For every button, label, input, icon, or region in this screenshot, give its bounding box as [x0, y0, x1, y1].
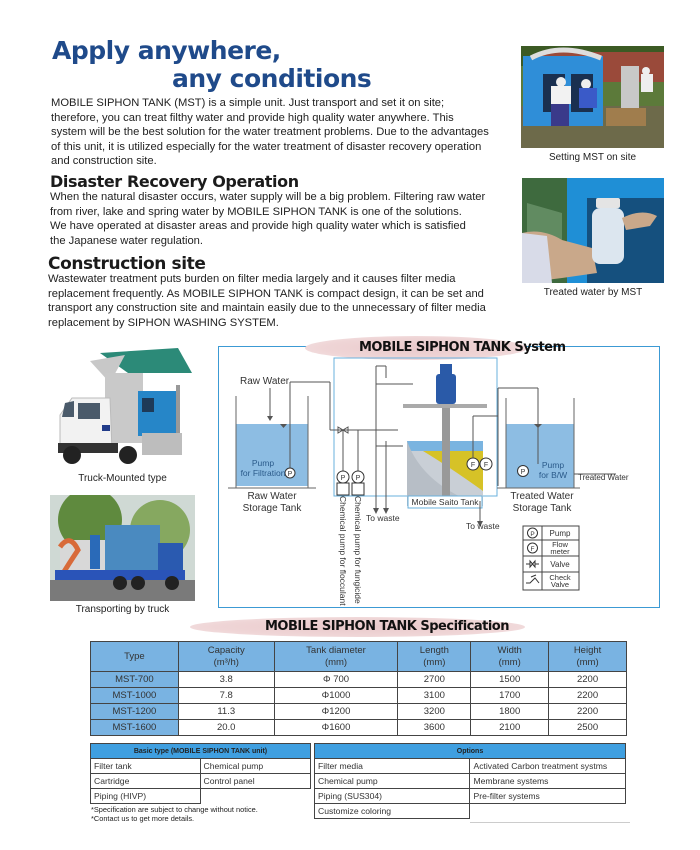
pump-symbol: P [287, 471, 293, 478]
col-header-width: Width (mm) [471, 642, 549, 672]
empty-cell [200, 789, 311, 804]
page-title-line2: any conditions [172, 64, 372, 93]
section-heading-disaster: Disaster Recovery Operation [50, 172, 299, 191]
photo-truck-mounted [50, 343, 195, 469]
pump-bw-label: for B/W [538, 470, 568, 480]
saito-tank-label: Mobile Saito Tank [411, 497, 479, 507]
page-title-line1: Apply anywhere, [52, 36, 281, 65]
flow-meter-symbol: F [483, 462, 489, 469]
intro-paragraph: MOBILE SIPHON TANK (MST) is a simple unit. Just transport and set it on site; therefore, you can treat filthy water and provide high quality water anywhere. This system will be the best solution for the water treatment problems. Due to the advantages of this unit, it is utilized especially for the water treatment of disaster recovery operation and construction site. [51, 97, 489, 168]
diagram-title: MOBILE SIPHON TANK System [359, 340, 566, 355]
pump-filtration-label: for Filtration [240, 468, 286, 478]
caption-transporting: Transporting by truck [75, 604, 170, 615]
chemical-tank-icon [337, 483, 349, 495]
raw-water-label: Raw Water [240, 376, 290, 387]
cell-height: 2500 [549, 720, 627, 736]
cell-type: MST-1600 [91, 720, 179, 736]
agitator-shaft [442, 408, 450, 498]
options-title: Options [315, 744, 626, 759]
option-item: Membrane systems [470, 774, 626, 789]
treated-tank-label: Storage Tank [512, 503, 572, 514]
flow-meter-symbol: F [470, 462, 476, 469]
text-line: replacement by SIPHON WASHING SYSTEM. [48, 316, 279, 329]
section-heading-construction: Construction site [48, 254, 206, 274]
cell-length: 3200 [398, 704, 471, 720]
cell-length: 2700 [398, 672, 471, 688]
text-line: Wastewater treatment puts burden on filter media largely and it causes filter media [48, 273, 456, 285]
pump-bw-label: Pump [541, 460, 565, 470]
pump-symbol: P [340, 475, 346, 482]
section-body-disaster [50, 190, 500, 248]
pump-symbol: P [355, 475, 361, 482]
text-line: replacement frequently. As MOBILE SIPHON TANK is compact design, it can be set and [48, 287, 484, 300]
cell-capacity: 11.3 [178, 704, 274, 720]
cell-diameter: Φ 700 [274, 672, 398, 688]
footnote: *Contact us to get more details. [91, 814, 195, 823]
col-header-diameter: Tank diameter (mm) [274, 642, 398, 672]
photo-treated-water [522, 178, 664, 283]
section-body-construction [48, 272, 508, 330]
chemical-tank-icon [352, 483, 364, 495]
basic-item: Piping (HIVP) [91, 789, 201, 804]
legend-label: Valve [550, 560, 570, 569]
treated-water-label: Treated Water [578, 473, 629, 482]
cell-height: 2200 [549, 688, 627, 704]
col-header-capacity: Capacity (m³/h) [178, 642, 274, 672]
to-waste-label: To waste [466, 521, 500, 531]
table-row [91, 759, 311, 774]
cell-type: MST-1000 [91, 688, 179, 704]
caption-treated: Treated water by MST [543, 287, 643, 298]
text-line: the Japanese water regulation. [50, 234, 203, 247]
to-waste-label: To waste [366, 513, 400, 523]
option-item: Activated Carbon treatment systms [470, 759, 626, 774]
cell-height: 2200 [549, 704, 627, 720]
caption-setting: Setting MST on site [548, 152, 637, 163]
table-row [91, 774, 311, 789]
raw-tank-label: Storage Tank [242, 503, 302, 514]
photo-setting-mst [521, 46, 664, 148]
table-row [91, 672, 627, 688]
table-row [91, 704, 627, 720]
photo-transporting [50, 495, 195, 601]
cell-width: 1800 [471, 704, 549, 720]
cell-capacity: 7.8 [178, 688, 274, 704]
spec-table [90, 641, 627, 736]
basic-type-title: Basic type (MOBILE SIPHON TANK unit) [91, 744, 311, 759]
text-line: We have operated at disaster areas and provide high quality water which is satisfied [50, 220, 466, 233]
caption-truck-mounted: Truck-Mounted type [78, 473, 167, 484]
cell-diameter: Φ1600 [274, 720, 398, 736]
text-line: from river, lake and spring water by MOBILE SIPHON TANK is one of the solutions. [50, 205, 462, 218]
pump-symbol: P [520, 469, 526, 476]
legend-label: meter [550, 547, 570, 556]
col-header-length: Length (mm) [398, 642, 471, 672]
table-row [91, 688, 627, 704]
basic-item: Control panel [200, 774, 311, 789]
cell-capacity: 20.0 [178, 720, 274, 736]
option-item: Piping (SUS304) [315, 789, 470, 804]
motor-cap [440, 364, 452, 374]
cell-diameter: Φ1000 [274, 688, 398, 704]
legend-symbol: F [530, 546, 535, 553]
footnote: *Specification are subject to change without notice. [91, 805, 258, 814]
table-row [91, 720, 627, 736]
legend-label: Flow [552, 540, 568, 549]
motor-icon [436, 374, 456, 404]
cell-length: 3100 [398, 688, 471, 704]
option-item: Chemical pump [315, 774, 470, 789]
cell-type: MST-1200 [91, 704, 179, 720]
chemical-fungicide-label: Chemical pump for fungicide [353, 496, 363, 604]
cell-type: MST-700 [91, 672, 179, 688]
legend-symbol: P [530, 531, 535, 538]
cell-width: 2100 [471, 720, 549, 736]
spec-title: MOBILE SIPHON TANK Specification [265, 619, 509, 634]
tank-top-plate [403, 404, 487, 408]
basic-item: Filter tank [91, 759, 201, 774]
legend-label: Pump [549, 529, 571, 538]
cell-height: 2200 [549, 672, 627, 688]
cell-width: 1500 [471, 672, 549, 688]
empty-cell [470, 804, 626, 819]
table-row [315, 804, 626, 819]
raw-tank-label: Raw Water [247, 491, 297, 502]
arrow-icon [267, 416, 273, 421]
text-line: When the natural disaster occurs, water supply will be a big problem. Filtering raw water [50, 191, 486, 203]
table-row [315, 789, 626, 804]
option-item: Filter media [315, 759, 470, 774]
col-header-height: Height (mm) [549, 642, 627, 672]
cell-capacity: 3.8 [178, 672, 274, 688]
option-item: Pre-filter systems [470, 789, 626, 804]
system-diagram [218, 346, 660, 608]
legend-label: Check [549, 573, 571, 582]
legend [523, 526, 579, 590]
divider [470, 822, 630, 823]
cell-width: 1700 [471, 688, 549, 704]
basic-item: Chemical pump [200, 759, 311, 774]
cell-diameter: Φ1200 [274, 704, 398, 720]
options-table [314, 743, 626, 819]
pump-filtration-label: Pump [251, 458, 275, 468]
text-line: transport any construction site and maintain easily due to the unnecessary of filter media [48, 302, 486, 315]
basic-item: Cartridge [91, 774, 201, 789]
table-row [91, 789, 311, 804]
footnotes [91, 805, 258, 823]
col-header-type: Type [91, 642, 179, 672]
table-row [315, 774, 626, 789]
table-row [315, 759, 626, 774]
basic-type-table [90, 743, 311, 804]
cell-length: 3600 [398, 720, 471, 736]
legend-label: Valve [550, 580, 570, 589]
chemical-flocculant-label: Chemical pump for flocculant [338, 496, 348, 606]
option-item: Customize coloring [315, 804, 470, 819]
spec-header-row [91, 642, 627, 672]
treated-tank-label: Treated Water [510, 491, 574, 502]
